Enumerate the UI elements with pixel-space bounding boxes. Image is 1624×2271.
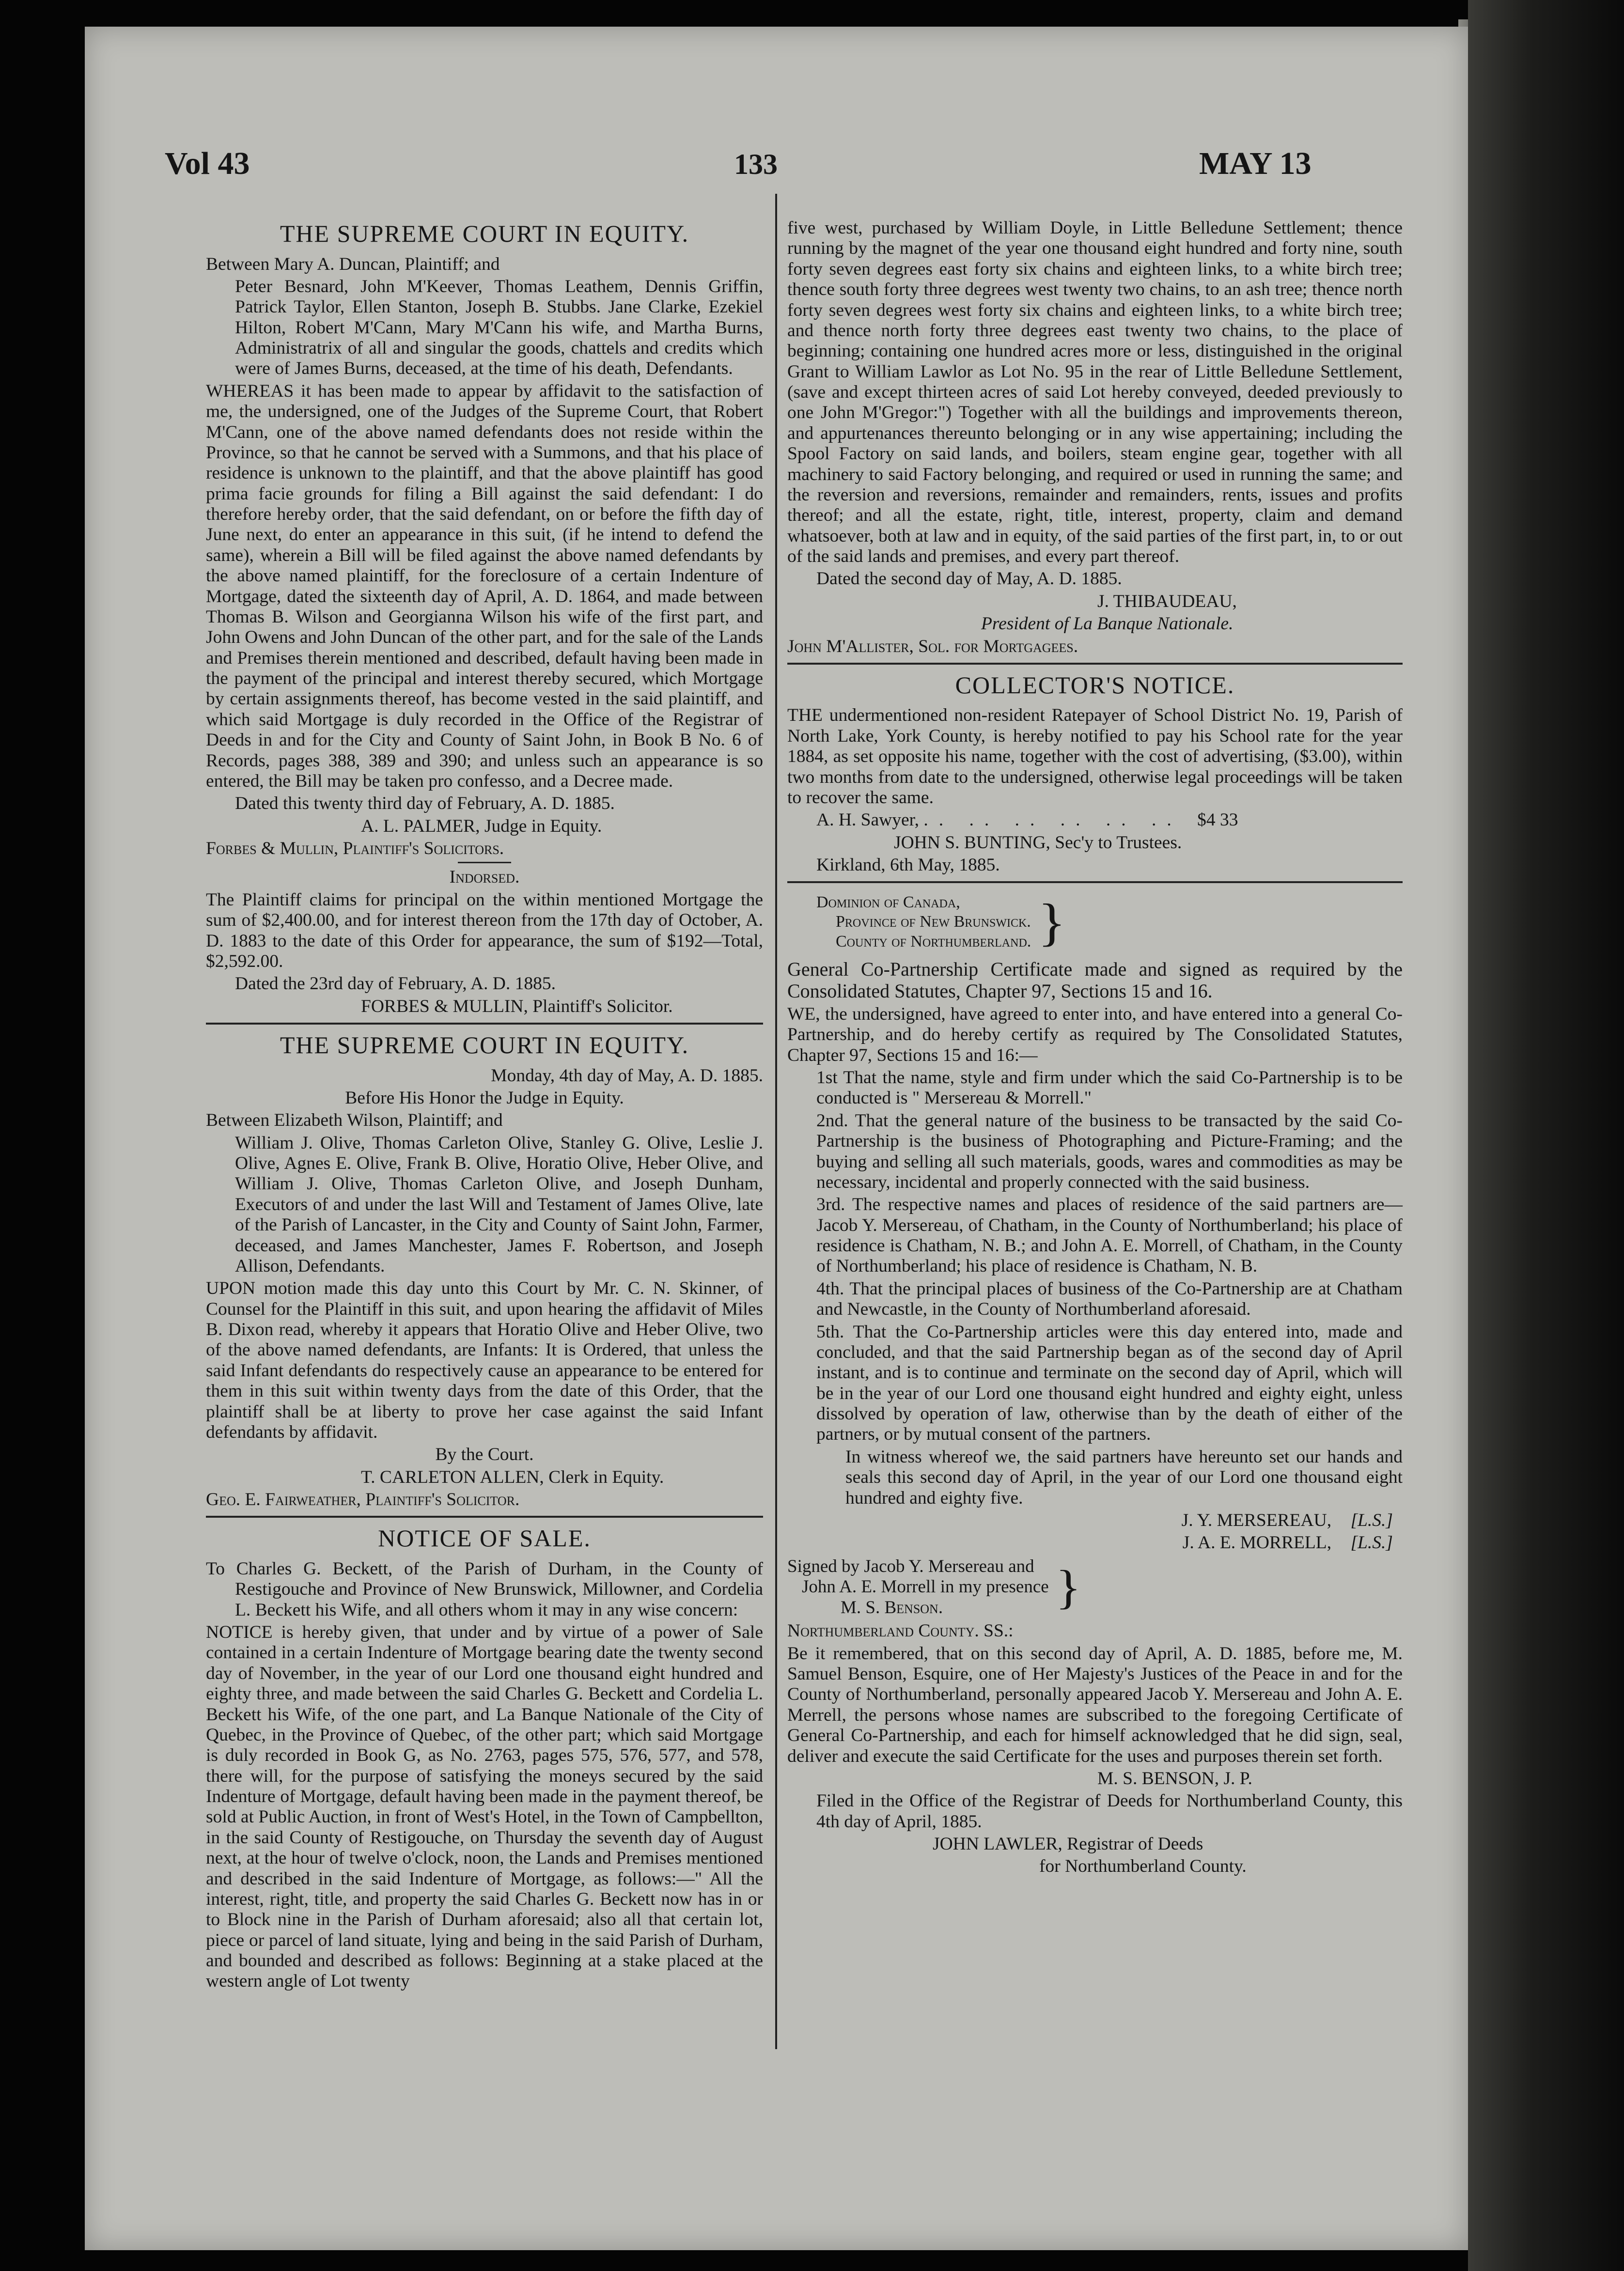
sale-body: NOTICE is hereby given, that under and by virtue of a power of Sale contained in a certain Indenture of Mortgage bearing date the twenty second day of November, in the year of our Lord one thousand eight hundred and eighty three, and made between the said Charles G. Beckett and Cordelia L. Beckett his Wife, of the one part, and La Banque Nationale of the City of Quebec, in the Province of Quebec, of the other part; which said Mortgage is duly recorded in Book G, as No. 2763, pages 575, 576, 577, and 578, there will, for the purpose of satisfying the moneys secured by the said Indenture of Mortgage, default having been made in the payment thereof, be sold at Public Auction, in front of West's Hotel, in the Town of Campbellton, in the said County of Restigouche, on Thursday the seventh day of August next, at the hour of twelve o'clock, noon, the Lands and Premises mentioned and described in the said Indenture of Mortgage, as follows:—" All the interest, right, title, and property the said Charles G. Beckett now has in or to Block nine in the Parish of Durham aforesaid; also all that certain lot, piece or parcel of land situate, lying and being in the said Parish of Durham, and bounded and described as follows: Beginning at a stake placed at the western angle of Lot twenty <box>206 1622 763 1991</box>
notice-of-sale-continued <box>787 218 1403 657</box>
page-header <box>85 27 1468 182</box>
equity-notice-duncan <box>206 220 763 1017</box>
partner-name: J. Y. MERSEREAU, <box>1181 1510 1332 1530</box>
sale-signature-title: President of La Banque Nationale. <box>981 614 1234 634</box>
solicitor-line: Geo. E. Fairweather, Plaintiff's Solicitor. <box>206 1490 520 1509</box>
brace-symbol: } <box>1055 1560 1081 1614</box>
solicitors-line: Forbes & Mullin, Plaintiff's Solicitors. <box>206 839 504 858</box>
issue-date: MAY 13 <box>1199 146 1312 181</box>
parties-between: Between Mary A. Duncan, Plaintiff; and <box>206 254 500 274</box>
newspaper-page <box>85 27 1468 2250</box>
section-rule <box>787 881 1403 883</box>
seal-mark: [L.S.] <box>1350 1510 1393 1530</box>
signed-line: Signed by Jacob Y. Mersereau and <box>787 1556 1034 1576</box>
clause-3: 3rd. The respective names and places of residence of the said partners are—Jacob Y. Mersereau, of Chatham, in the County of Northumberland; his place of residence is Chatham, N. B.; and John A. E. Morrell, of Chatham, in the County of Northumberland; his place of residence is Chatham, N. B. <box>816 1195 1403 1276</box>
copartnership-certificate <box>787 893 1403 1877</box>
filed-line: Filed in the Office of the Registrar of Deeds for Northumberland County, this 4th day of April, 1885. <box>816 1791 1403 1832</box>
date-line: Monday, 4th day of May, A. D. 1885. <box>491 1065 763 1086</box>
certificate-title: General Co-Partnership Certificate made and signed as required by the Consolidated Statutes, Chapter 97, Sections 15 and 16. <box>787 958 1403 1002</box>
signed-in-presence-block <box>787 1556 1403 1618</box>
parties-between: Between Elizabeth Wilson, Plaintiff; and <box>206 1110 503 1131</box>
equity-notice-wilson <box>206 1031 763 1510</box>
certificate-intro: WE, the undersigned, have agreed to enter into, and have entered into a general Co-Partnership, and do hereby certify as required by The Consolidated Statutes, Chapter 97, Sections 15 and 16:— <box>787 1004 1403 1065</box>
addressee: To Charles G. Beckett, of the Parish of Durham, in the County of Restigouche and Province of New Brunswick, Millowner, and Cordelia L. Beckett his Wife, and all others whom it may in any wise concern: <box>206 1558 763 1620</box>
book-spine <box>1468 0 1624 2271</box>
notice-heading: NOTICE OF SALE. <box>378 1524 591 1552</box>
mortgagee-solicitor: John M'Allister, Sol. for Mortgagees. <box>787 636 1078 656</box>
clause-1: 1st That the name, style and firm under which the said Co-Partnership is to be conducted is " Mersereau & Morrell." <box>816 1068 1403 1108</box>
clerk-signature: T. CARLETON ALLEN, Clerk in Equity. <box>361 1467 664 1487</box>
indorsed-label: Indorsed. <box>449 867 520 887</box>
rate-amount: $4 33 <box>1197 810 1238 830</box>
clause-5: 5th. That the Co-Partnership articles were this day entered into, made and concluded, and that the said Partnership began as of the second day of April instant, and is to continue and terminate on the second day of April, which will be in the year of our Lord one thousand eight hundred and eighty eight, unless dissolved by operation of law, otherwise than by the death of either of the partners, or by mutual consent of the partners. <box>816 1322 1403 1445</box>
indorsed-signature: FORBES & MULLIN, Plaintiff's Solicitor. <box>361 996 673 1016</box>
collectors-notice <box>787 671 1403 876</box>
partner-signature-1 <box>787 1510 1403 1531</box>
county-line: Northumberland County. SS.: <box>787 1621 1014 1641</box>
jurisdiction-line: County of Northumberland. <box>836 932 1031 950</box>
volume-label: Vol 43 <box>165 146 250 181</box>
before-judge: Before His Honor the Judge in Equity. <box>345 1088 624 1108</box>
defendants-list: William J. Olive, Thomas Carleton Olive, Stanley G. Olive, Leslie J. Olive, Agnes E. Olive, Frank B. Olive, Horatio Olive, Heber Olive, and William J. Olive, Thomas Carleton Olive, and Joseph Dunham, Executors of and under the last Will and Testament of James Olive, late of the Parish of Lancaster, in the City and County of Saint John, Farmer, deceased, and James Manchester, James F. Robertson, and Joseph Allison, Defendants. <box>235 1133 763 1276</box>
justice-signature: M. S. BENSON, J. P. <box>1097 1768 1252 1789</box>
section-rule <box>206 1023 763 1025</box>
judge-signature: A. L. PALMER, Judge in Equity. <box>361 816 602 836</box>
jurisdiction-line: Dominion of Canada, <box>816 893 960 912</box>
notice-body: UPON motion made this day unto this Court by Mr. C. N. Skinner, of Counsel for the Plaintiff in this suit, and upon hearing the affidavit of Miles B. Dixon read, whereby it appears that Horatio Olive and Heber Olive, two of the above named defendants, are Infants: It is Ordered, that unless the said Infant defendants do respectively cause an appearance to be entered for them in this suit within twenty days from the date of this Order, that the plaintiff shall be at liberty to prove her case against the said Infant defendants by affidavit. <box>206 1278 763 1442</box>
ratepayer-name: A. H. Sawyer, <box>816 810 919 830</box>
sale-signature: J. THIBAUDEAU, <box>1097 591 1237 611</box>
partner-signature-2 <box>787 1533 1403 1553</box>
clause-2: 2nd. That the general nature of the business to be transacted by the said Co-Partnership is the business of Photographing and Picture-Framing; and the buying and selling all such materials, goods, wares and commodities as may be necessary, incidental and properly connected with the said business. <box>816 1110 1403 1192</box>
notice-of-sale <box>206 1524 763 1991</box>
notice-heading: THE SUPREME COURT IN EQUITY. <box>280 220 689 247</box>
sale-continued-body: five west, purchased by William Doyle, in Little Belledune Settlement; thence running by the magnet of the year one thousand eight hundred and forty nine, south forty seven degrees east forty six chains and eighteen links, to a white birch tree; thence south forty three degrees west twenty two chains, to an ash tree; thence north forty seven degrees west forty six chains and eighteen links, to a white birch tree; and thence north forty three degrees east twenty two chains, to the place of beginning; containing one hundred acres more or less, distinguished in the original Grant to William Lawlor as Lot No. 95 in the rear of Little Belledune Settlement, (save and except thirteen acres of said Lot hereby conveyed, deeded previously to one John M'Gregor:") Together with all the buildings and improvements thereon, and appurtenances thereunto belonging or in any wise appertaining; including the Spool Factory on said lands, and boilers, steam engine gear, together with all machinery to said Factory belonging, and required or used in running the same; and the reversion and reversions, remainder and remainders, rents, issues and profits thereof; and all the estate, right, title, interest, property, claim and demand whatsoever, both at law and in equity, of the said parties of the first part, in, to or out of the said lands and premises, and every part thereof. <box>787 218 1403 566</box>
notice-body: WHEREAS it has been made to appear by affidavit to the satisfaction of me, the undersigned, one of the Judges of the Supreme Court, that Robert M'Cann, one of the above named defendants does not reside within the Province, so that he cannot be served with a Summons, and that his place of residence is unknown to the plaintiff, and that the above plaintiff has good prima facie grounds for filing a Bill against the said defendant: I do therefore hereby order, that the said defendant, on or before the fifth day of June next, do enter an appearance in this suit, (if he intend to defend the same), wherein a Bill will be filed against the above named defendants by the above named plaintiff, for the foreclosure of a certain Indenture of Mortgage, dated the sixteenth day of April, A. D. 1864, and made between Thomas B. Wilson and Georgianna Wilson his wife of the first part, and John Owens and John Duncan of the other part, and for the sale of the Lands and Premises therein mentioned and described, default having been made in the payment of the principal and interest thereby secured, which Mortgage by certain assignments thereof, has become vested in the said plaintiff, and which said Mortgage is duly recorded in the Office of the Registrar of Deeds in and for the City and County of Saint John, in Book B No. 6 of Records, pages 388, 389 and 390; and unless such an appearance is so entered, the Bill may be taken pro confesso, and a Decree made. <box>206 381 763 791</box>
collector-body: THE undermentioned non-resident Ratepayer of School District No. 19, Parish of North Lake, York County, is hereby notified to pay his School rate for the year 1884, as set opposite his name, together with the cost of advertising, ($3.00), within two months from date to the undersigned, otherwise legal proceedings will be taken to recover the same. <box>787 705 1403 808</box>
seal-mark: [L.S.] <box>1350 1533 1393 1553</box>
section-rule <box>787 663 1403 665</box>
partner-name: J. A. E. MORRELL, <box>1182 1533 1332 1553</box>
dated-line: Dated this twenty third day of February, A. D. 1885. <box>235 793 615 814</box>
acknowledgement-body: Be it remembered, that on this second day of April, A. D. 1885, before me, M. Samuel Benson, Esquire, one of Her Majesty's Justices of the Peace in and for the County of Northumberland, personally appeared Jacob Y. Mersereau and John A. E. Merrell, the persons whose names are subscribed to the foregoing Certificate of General Co-Partnership, and each for himself acknowledged that he did sign, seal, deliver and execute the said Certificate for the uses and purposes therein set forth. <box>787 1643 1403 1766</box>
left-column <box>206 218 763 1994</box>
witness-clause: In witness whereof we, the said partners have hereunto set our hands and seals this second day of April, in the year of our Lord one thousand eight hundred and eighty five. <box>845 1447 1403 1508</box>
notice-heading: THE SUPREME COURT IN EQUITY. <box>280 1031 689 1058</box>
jurisdiction-line: Province of New Brunswick. <box>836 913 1031 931</box>
column-divider <box>775 194 777 2049</box>
clause-4: 4th. That the principal places of business of the Co-Partnership are at Chatham and Newcastle, in the County of Northumberland aforesaid. <box>816 1278 1403 1320</box>
signed-line: M. S. Benson. <box>841 1597 943 1618</box>
by-court: By the Court. <box>435 1445 534 1465</box>
registrar-title: for Northumberland County. <box>1039 1856 1247 1877</box>
brace-symbol: } <box>1038 893 1066 951</box>
signed-line: John A. E. Morrell in my presence <box>802 1577 1049 1597</box>
place-date: Kirkland, 6th May, 1885. <box>816 855 1000 875</box>
divider <box>458 862 511 863</box>
ratepayer-row: A. H. Sawyer, .. .. .. .. .. .. $4 33 <box>816 810 1238 830</box>
defendants-list: Peter Besnard, John M'Keever, Thomas Leathem, Dennis Griffin, Patrick Taylor, Ellen Stanton, Joseph B. Stubbs. Jane Clarke, Ezekiel Hilton, Robert M'Cann, Mary M'Cann his wife, and Martha Burns, Administratrix of all and singular the goods, chattels and credits which were of James Burns, deceased, at the time of his death, Defendants. <box>235 276 763 379</box>
indorsed-body: The Plaintiff claims for principal on the within mentioned Mortgage the sum of $2,400.00, and for interest thereon from the 17th day of October, A. D. 1883 to the date of this Order for appearance, the sum of $192—Total, $2,592.00. <box>206 889 763 971</box>
right-column <box>787 218 1403 1879</box>
sale-dated: Dated the second day of May, A. D. 1885. <box>816 569 1122 589</box>
section-rule <box>206 1516 763 1518</box>
page-number: 133 <box>734 148 778 180</box>
jurisdiction-block <box>816 893 1403 951</box>
trustee-signature: JOHN S. BUNTING, Sec'y to Trustees. <box>894 832 1182 853</box>
indorsed-dated: Dated the 23rd day of February, A. D. 1885. <box>235 974 556 994</box>
registrar-signature: JOHN LAWLER, Registrar of Deeds <box>933 1834 1203 1854</box>
notice-heading: COLLECTOR'S NOTICE. <box>955 671 1235 699</box>
